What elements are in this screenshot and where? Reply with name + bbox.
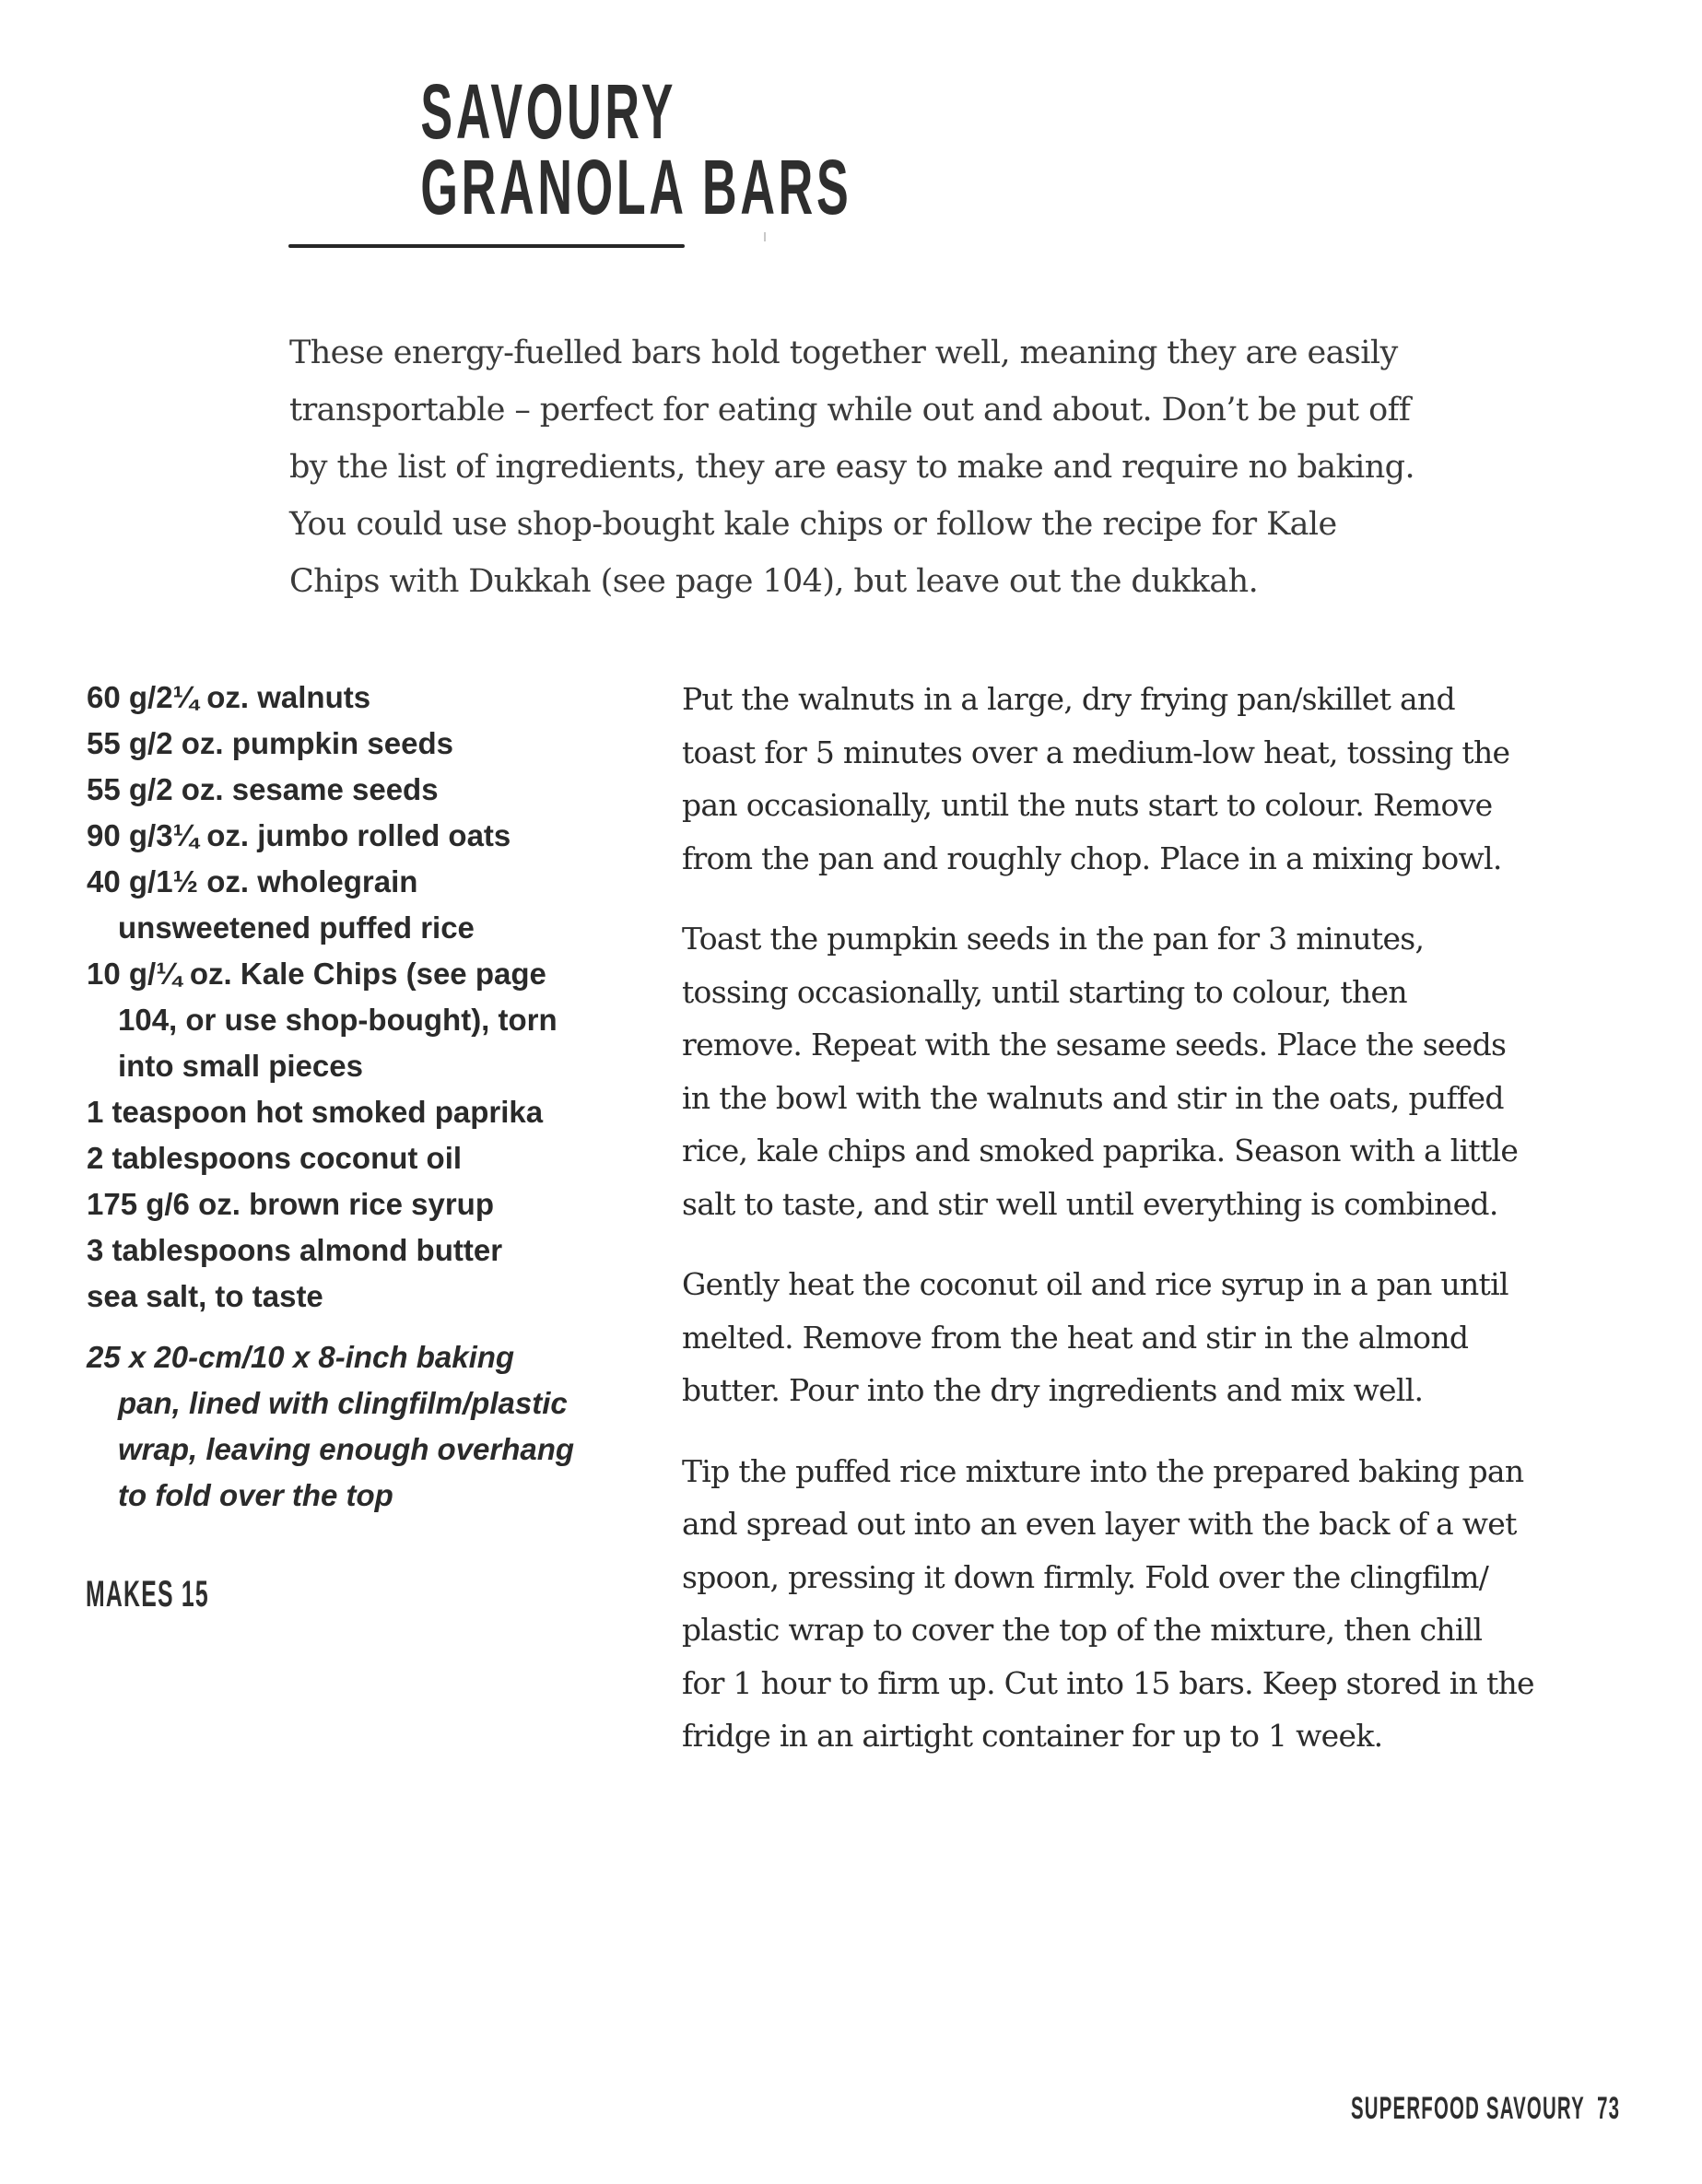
ingredient-item [87,1135,658,1181]
page-number: 73 [1597,2091,1621,2126]
intro-line: You could use shop-bought kale chips or follow the recipe for Kale [289,506,1337,543]
intro-line: transportable – perfect for eating while out and about. Don’t be put off [289,392,1411,429]
method-line: salt to taste, and stir well until everything is combined. [682,1185,1498,1222]
ingredient-line: 90 g/3¼ oz. jumbo rolled oats [87,818,511,852]
ingredient-line: 55 g/2 oz. sesame seeds [87,772,439,806]
method-line: tossing occasionally, until starting to colour, then [682,973,1407,1010]
method-line: in the bowl with the walnuts and stir in the oats, puffed [682,1079,1504,1116]
method-line: fridge in an airtight container for up to 1 week. [682,1718,1383,1754]
equipment-line: wrap, leaving enough overhang [118,1432,575,1466]
section-name: SUPERFOOD SAVOURY [1351,2091,1585,2126]
ingredients-list [87,675,658,1519]
ingredient-line: 55 g/2 oz. pumpkin seeds [87,726,453,760]
yield-label: MAKES 15 [86,1574,209,1615]
ingredient-line: 175 g/6 oz. brown rice syrup [87,1187,494,1221]
ingredient-item [87,1227,658,1274]
ingredient-item [87,675,658,721]
recipe-title [288,68,984,230]
ingredient-line: 3 tablespoons almond butter [87,1233,503,1267]
method-line: Put the walnuts in a large, dry frying pan/skillet and [682,681,1455,717]
method-line: for 1 hour to firm up. Cut into 15 bars. Keep stored in the [682,1664,1534,1701]
page-footer [1351,2092,1632,2125]
method-line: plastic wrap to cover the top of the mixture, then chill [682,1612,1483,1648]
title-underline-divider [288,244,685,248]
method-line: Tip the puffed rice mixture into the prepared baking pan [682,1452,1524,1489]
equipment-note [87,1334,658,1519]
recipe-title-line: GRANOLA BARS [420,144,852,230]
method-line: spoon, pressing it down firmly. Fold over the clingfilm/ [682,1558,1489,1595]
intro-line: by the list of ingredients, they are easy to make and require no baking. [289,449,1414,486]
ingredient-line: into small pieces [118,1049,363,1083]
method-step [682,1258,1631,1417]
ingredient-line: 40 g/1½ oz. wholegrain [87,864,418,898]
method-line: Toast the pumpkin seeds in the pan for 3 minutes, [682,921,1425,957]
method-line: pan occasionally, until the nuts start to colour. Remove [682,787,1493,823]
ingredient-line: sea salt, to taste [87,1279,323,1313]
ingredient-line: 1 teaspoon hot smoked paprika [87,1095,544,1129]
ingredient-line: 60 g/2¼ oz. walnuts [87,680,371,714]
ingredient-item [87,1274,658,1320]
method-line: and spread out into an even layer with the back of a wet [682,1506,1517,1542]
method-line: rice, kale chips and smoked paprika. Season with a little [682,1133,1519,1168]
method-step [682,912,1631,1230]
ingredient-line: 10 g/¼ oz. Kale Chips (see page [87,957,546,991]
ingredient-item [87,1181,658,1227]
method-line: from the pan and roughly chop. Place in a mixing bowl. [682,840,1502,876]
method-step [682,673,1631,885]
method-line: remove. Repeat with the sesame seeds. Place the seeds [682,1027,1507,1063]
ingredient-item [87,951,658,1089]
method-line: toast for 5 minutes over a medium-low heat, tossing the [682,734,1510,770]
method-steps [682,673,1631,1791]
ingredient-item [87,721,658,767]
ingredient-item [87,813,658,859]
equipment-line: pan, lined with clingfilm/plastic [118,1386,568,1420]
ingredient-line: 104, or use shop-bought), torn [118,1003,558,1037]
method-step [682,1445,1631,1763]
intro-paragraph [289,324,1515,610]
ingredient-line: unsweetened puffed rice [118,910,475,945]
ingredient-item [87,859,658,951]
equipment-line: to fold over the top [118,1478,393,1512]
scan-artifact-mark [764,232,766,241]
method-line: butter. Pour into the dry ingredients and mix well. [682,1372,1424,1408]
method-line: Gently heat the coconut oil and rice syrup in a pan until [682,1266,1508,1302]
ingredient-line: 2 tablespoons coconut oil [87,1141,463,1175]
recipe-title-line: SAVOURY [420,68,677,155]
intro-line: Chips with Dukkah (see page 104), but leave out the dukkah. [289,563,1259,600]
ingredient-item [87,767,658,813]
ingredient-item [87,1089,658,1135]
intro-line: These energy-fuelled bars hold together well, meaning they are easily [289,335,1398,371]
equipment-line: 25 x 20-cm/10 x 8-inch baking [87,1340,515,1374]
method-line: melted. Remove from the heat and stir in the almond [682,1319,1469,1356]
